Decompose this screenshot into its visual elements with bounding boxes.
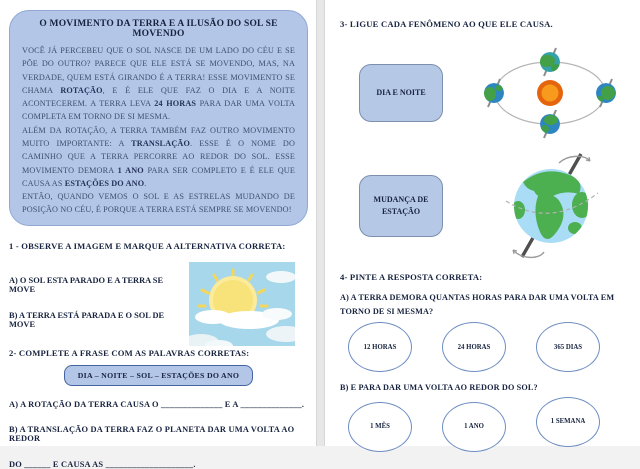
page-gutter: [316, 0, 325, 446]
option-circle-24-horas[interactable]: 24 HORAS: [442, 322, 506, 372]
match-box-mudanca-de-estacao[interactable]: MUDANÇA DE ESTAÇÃO: [359, 175, 443, 237]
match-box-dia-e-noite[interactable]: DIA E NOITE: [359, 64, 443, 122]
question-1-heading: 1 - OBSERVE A IMAGEM E MARQUE A ALTERNATIVA CORRETA:: [9, 240, 286, 251]
worksheet-page-left: [0, 0, 316, 469]
worksheet-page-right: [325, 0, 640, 446]
question-4a-options: [340, 322, 630, 372]
option-circle-12-horas[interactable]: 12 HORAS: [348, 322, 412, 372]
question-1-option-a[interactable]: A) O SOL ESTA PARADO E A TERRA SE MOVE: [9, 275, 164, 294]
intro-box: [9, 10, 308, 226]
intro-paragraph-1: VOCÊ JÁ PERCEBEU QUE O SOL NASCE DE UM LADO DO CÉU E SE PÕE DO OUTRO? PARECE QUE ELE ESTÁ SE MOVENDO, MAS, NA VERDADE, QUEM ESTÁ GIRANDO É A TERRA! ESSE MOVIMENTO SE CHAMA ROTAÇÃO, E É ELE QUE FAZ O DIA E A NOITE ACONTECEREM. A TERRA LEVA 24 HORAS PARA DAR UMA VOLTA COMPLETA EM TORNO DE SI MESMA.: [22, 46, 296, 122]
question-3-heading: 3- LIGUE CADA FENÔMENO AO QUE ELE CAUSA.: [340, 19, 553, 29]
word-bank-wrap: [9, 365, 308, 386]
match-row-season-change: [340, 150, 630, 262]
question-2-fill-line-b2[interactable]: DO ______ E CAUSA AS ____________________.: [9, 459, 196, 469]
word-bank-box: DIA – NOITE – SOL – ESTAÇÕES DO ANO: [64, 365, 254, 386]
tilted-earth-rotation-image[interactable]: [495, 150, 611, 262]
question-1-options: [9, 262, 189, 346]
question-1-body: [9, 262, 308, 346]
question-2-fill-line-b1[interactable]: B) A TRANSLAÇÃO DA TERRA FAZ O PLANETA DAR UMA VOLTA AO REDOR: [9, 424, 295, 443]
intro-paragraph-3: ENTÃO, QUANDO VEMOS O SOL E AS ESTRELAS MUDANDO DE POSIÇÃO NO CÉU, É PORQUE A TERRA ESTÁ SEMPRE SE MOVENDO!: [22, 192, 296, 215]
question-2-heading: 2- COMPLETE A FRASE COM AS PALAVRAS CORRETAS:: [9, 347, 250, 358]
intro-paragraph-2: ALÉM DA ROTAÇÃO, A TERRA TAMBÉM FAZ OUTRO MOVIMENTO MUITO IMPORTANTE: A TRANSLAÇÃO. ESSE É O NOME DO CAMINHO QUE A TERRA PERCORRE AO REDOR DO SOL. ESSE MOVIMENTO DEMORA 1 ANO PARA SER COMPLETO E É ELE QUE CAUSA AS ESTAÇÕES DO ANO.: [22, 125, 296, 188]
question-4b-options: [340, 402, 630, 452]
option-circle-365-dias[interactable]: 365 DIAS: [536, 322, 600, 372]
question-4b-text: B) E PARA DAR UMA VOLTA AO REDOR DO SOL?: [340, 383, 538, 393]
match-row-day-night: [340, 45, 630, 141]
question-4-heading: 4- PINTE A RESPOSTA CORRETA:: [340, 272, 483, 282]
question-1-option-b[interactable]: B) A TERRA ESTÁ PARADA E O SOL DE MOVE: [9, 310, 165, 329]
option-circle-1-ano[interactable]: 1 ANO: [442, 402, 506, 452]
question-4a-text: A) A TERRA DEMORA QUANTAS HORAS PARA DAR UMA VOLTA EM TORNO DE SI MESMA?: [340, 293, 615, 316]
intro-title: O MOVIMENTO DA TERRA E A ILUSÃO DO SOL SE MOVENDO: [39, 19, 278, 39]
sun-and-clouds-image: [189, 262, 295, 346]
question-2-fill-line-a[interactable]: A) A ROTAÇÃO DA TERRA CAUSA O ______________ E A ______________.: [9, 399, 305, 409]
option-circle-1-semana[interactable]: 1 SEMANA: [536, 397, 600, 447]
earth-orbit-around-sun-image[interactable]: [477, 45, 623, 141]
option-circle-1-mes[interactable]: 1 MÊS: [348, 402, 412, 452]
